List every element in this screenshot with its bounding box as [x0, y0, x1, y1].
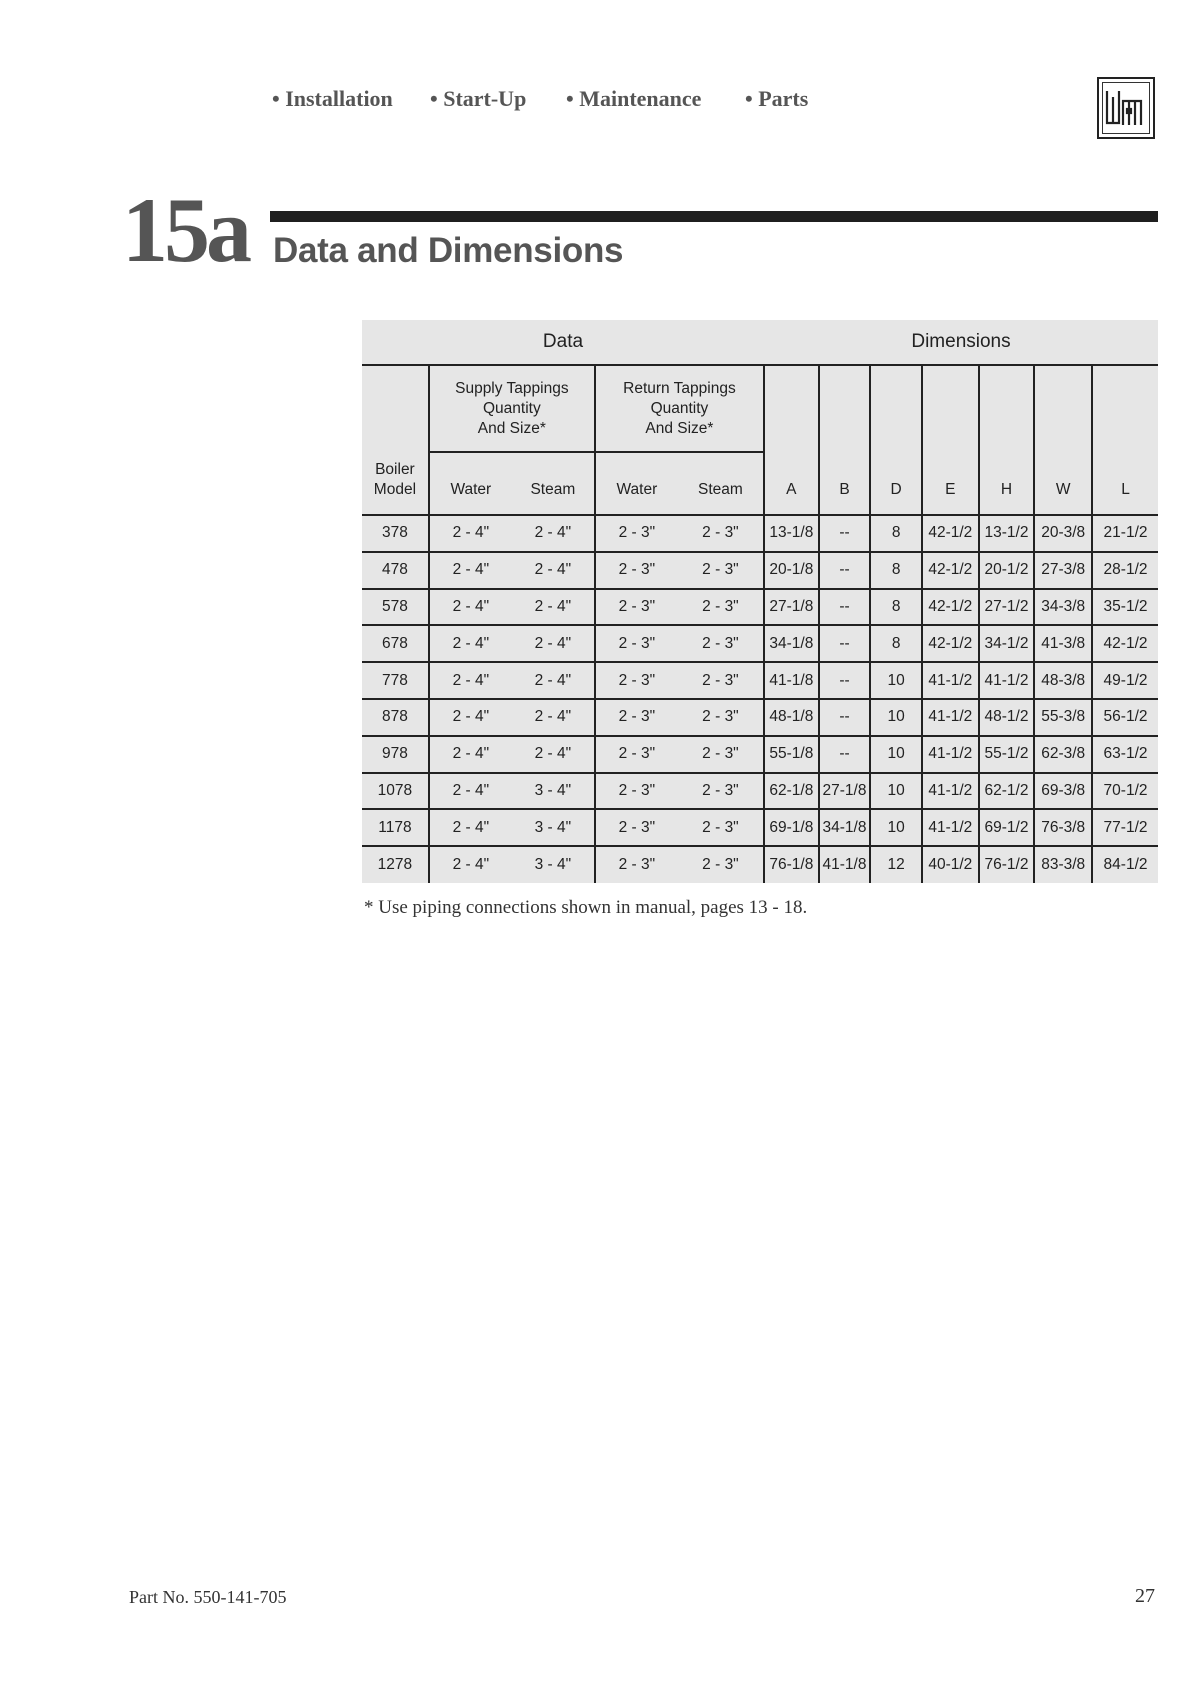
col-header-d: D: [870, 365, 922, 515]
table-row: [362, 552, 1158, 589]
table-row: [362, 625, 1158, 662]
col-header-e: E: [922, 365, 979, 515]
cell-h: 20-1/2: [979, 552, 1035, 589]
cell-return-water: 2 - 3": [595, 662, 678, 699]
col-header-return-steam: Steam: [698, 481, 743, 498]
cell-model: 978: [362, 736, 429, 773]
cell-l: 84-1/2: [1092, 846, 1158, 883]
cell-b: 41-1/8: [819, 846, 871, 883]
cell-l: 77-1/2: [1092, 809, 1158, 846]
cell-d: 8: [870, 625, 922, 662]
cell-supply-water: 2 - 4": [429, 773, 512, 810]
cell-b: 27-1/8: [819, 773, 871, 810]
table-row: [362, 773, 1158, 810]
cell-supply-steam: 3 - 4": [512, 773, 595, 810]
cell-b: 34-1/8: [819, 809, 871, 846]
cell-supply-water: 2 - 4": [429, 662, 512, 699]
cell-model: 1278: [362, 846, 429, 883]
cell-w: 48-3/8: [1034, 662, 1092, 699]
cell-supply-water: 2 - 4": [429, 809, 512, 846]
nav-item-parts: • Parts: [745, 86, 809, 111]
cell-l: 49-1/2: [1092, 662, 1158, 699]
cell-h: 13-1/2: [979, 515, 1035, 552]
cell-supply-steam: 2 - 4": [512, 589, 595, 626]
cell-a: 48-1/8: [764, 699, 819, 736]
cell-supply-steam: 2 - 4": [512, 736, 595, 773]
cell-model: 678: [362, 625, 429, 662]
cell-return-water: 2 - 3": [595, 699, 678, 736]
section-number: 15a: [122, 179, 248, 281]
cell-return-water: 2 - 3": [595, 625, 678, 662]
wm-logo-icon: [1097, 77, 1155, 139]
page-number: 27: [1135, 1585, 1155, 1607]
cell-return-steam: 2 - 3": [678, 589, 764, 626]
cell-b: --: [819, 699, 871, 736]
cell-model: 578: [362, 589, 429, 626]
cell-e: 41-1/2: [922, 699, 979, 736]
cell-supply-water: 2 - 4": [429, 846, 512, 883]
cell-supply-steam: 3 - 4": [512, 846, 595, 883]
cell-w: 27-3/8: [1034, 552, 1092, 589]
part-number: Part No. 550-141-705: [129, 1587, 287, 1607]
cell-e: 41-1/2: [922, 736, 979, 773]
cell-h: 62-1/2: [979, 773, 1035, 810]
cell-e: 40-1/2: [922, 846, 979, 883]
cell-l: 28-1/2: [1092, 552, 1158, 589]
cell-model: 1078: [362, 773, 429, 810]
cell-l: 21-1/2: [1092, 515, 1158, 552]
cell-return-water: 2 - 3": [595, 736, 678, 773]
cell-w: 62-3/8: [1034, 736, 1092, 773]
cell-supply-water: 2 - 4": [429, 736, 512, 773]
cell-e: 42-1/2: [922, 515, 979, 552]
cell-w: 20-3/8: [1034, 515, 1092, 552]
col-header-supply-steam: Steam: [530, 481, 576, 498]
cell-w: 76-3/8: [1034, 809, 1092, 846]
cell-h: 69-1/2: [979, 809, 1035, 846]
cell-d: 10: [870, 699, 922, 736]
cell-return-water: 2 - 3": [595, 846, 678, 883]
cell-l: 70-1/2: [1092, 773, 1158, 810]
section-title: Data and Dimensions: [273, 231, 624, 270]
cell-a: 76-1/8: [764, 846, 819, 883]
cell-a: 41-1/8: [764, 662, 819, 699]
cell-a: 62-1/8: [764, 773, 819, 810]
col-header-supply-tappings: Supply Tappings Quantity And Size*: [429, 365, 595, 452]
cell-return-steam: 2 - 3": [678, 515, 764, 552]
cell-return-steam: 2 - 3": [678, 809, 764, 846]
cell-b: --: [819, 552, 871, 589]
cell-a: 55-1/8: [764, 736, 819, 773]
table-row: [362, 662, 1158, 699]
cell-return-water: 2 - 3": [595, 773, 678, 810]
cell-model: 1178: [362, 809, 429, 846]
table-row: [362, 736, 1158, 773]
cell-b: --: [819, 736, 871, 773]
cell-l: 63-1/2: [1092, 736, 1158, 773]
cell-return-steam: 2 - 3": [678, 625, 764, 662]
cell-a: 27-1/8: [764, 589, 819, 626]
cell-model: 878: [362, 699, 429, 736]
group-header-data: Data: [542, 331, 584, 352]
cell-return-water: 2 - 3": [595, 515, 678, 552]
cell-h: 34-1/2: [979, 625, 1035, 662]
cell-w: 83-3/8: [1034, 846, 1092, 883]
cell-return-steam: 2 - 3": [678, 736, 764, 773]
cell-d: 8: [870, 515, 922, 552]
cell-supply-water: 2 - 4": [429, 552, 512, 589]
table-row: [362, 699, 1158, 736]
cell-supply-steam: 2 - 4": [512, 625, 595, 662]
cell-d: 10: [870, 809, 922, 846]
cell-model: 778: [362, 662, 429, 699]
cell-supply-water: 2 - 4": [429, 625, 512, 662]
cell-supply-steam: 3 - 4": [512, 809, 595, 846]
cell-h: 48-1/2: [979, 699, 1035, 736]
col-header-w: W: [1034, 365, 1092, 515]
cell-h: 76-1/2: [979, 846, 1035, 883]
cell-d: 8: [870, 589, 922, 626]
cell-return-steam: 2 - 3": [678, 552, 764, 589]
cell-model: 378: [362, 515, 429, 552]
nav-item-start-up: • Start-Up: [430, 86, 527, 111]
cell-supply-water: 2 - 4": [429, 589, 512, 626]
col-header-a: A: [764, 365, 819, 515]
cell-e: 42-1/2: [922, 625, 979, 662]
col-header-supply-water: Water: [429, 452, 512, 515]
col-header-l: L: [1092, 365, 1158, 515]
cell-supply-steam: 2 - 4": [512, 699, 595, 736]
table-footnote: * Use piping connections shown in manual, pages 13 - 18.: [364, 897, 808, 918]
cell-e: 41-1/2: [922, 662, 979, 699]
table-row: [362, 515, 1158, 552]
cell-supply-steam: 2 - 4": [512, 552, 595, 589]
col-header-h: H: [979, 365, 1035, 515]
cell-d: 10: [870, 773, 922, 810]
col-header-b: B: [819, 365, 871, 515]
cell-w: 55-3/8: [1034, 699, 1092, 736]
cell-a: 34-1/8: [764, 625, 819, 662]
cell-w: 34-3/8: [1034, 589, 1092, 626]
cell-d: 8: [870, 552, 922, 589]
cell-a: 20-1/8: [764, 552, 819, 589]
nav-item-maintenance: • Maintenance: [566, 86, 702, 111]
cell-b: --: [819, 662, 871, 699]
cell-e: 42-1/2: [922, 589, 979, 626]
cell-a: 69-1/8: [764, 809, 819, 846]
cell-h: 55-1/2: [979, 736, 1035, 773]
cell-return-water: 2 - 3": [595, 589, 678, 626]
cell-return-steam: 2 - 3": [678, 662, 764, 699]
cell-d: 10: [870, 736, 922, 773]
cell-d: 12: [870, 846, 922, 883]
table-row: [362, 589, 1158, 626]
cell-model: 478: [362, 552, 429, 589]
cell-b: --: [819, 625, 871, 662]
group-header-dimensions: Dimensions: [911, 331, 1011, 352]
cell-l: 42-1/2: [1092, 625, 1158, 662]
cell-supply-water: 2 - 4": [429, 699, 512, 736]
cell-d: 10: [870, 662, 922, 699]
cell-l: 56-1/2: [1092, 699, 1158, 736]
cell-return-water: 2 - 3": [595, 809, 678, 846]
cell-l: 35-1/2: [1092, 589, 1158, 626]
cell-a: 13-1/8: [764, 515, 819, 552]
cell-return-steam: 2 - 3": [678, 699, 764, 736]
cell-b: --: [819, 589, 871, 626]
col-header-boiler-model: Boiler Model: [362, 365, 429, 515]
cell-return-steam: 2 - 3": [678, 773, 764, 810]
col-header-return-water: Water: [595, 452, 678, 515]
cell-h: 41-1/2: [979, 662, 1035, 699]
cell-e: 41-1/2: [922, 809, 979, 846]
cell-w: 41-3/8: [1034, 625, 1092, 662]
cell-return-water: 2 - 3": [595, 552, 678, 589]
data-dimensions-table: [362, 320, 1158, 883]
nav-item-installation: • Installation: [272, 86, 393, 111]
table-row: [362, 809, 1158, 846]
cell-h: 27-1/2: [979, 589, 1035, 626]
cell-w: 69-3/8: [1034, 773, 1092, 810]
cell-supply-water: 2 - 4": [429, 515, 512, 552]
col-header-return-tappings: Return Tappings Quantity And Size*: [595, 365, 764, 452]
cell-e: 41-1/2: [922, 773, 979, 810]
cell-b: --: [819, 515, 871, 552]
cell-e: 42-1/2: [922, 552, 979, 589]
cell-return-steam: 2 - 3": [678, 846, 764, 883]
cell-supply-steam: 2 - 4": [512, 515, 595, 552]
table-row: [362, 846, 1158, 883]
cell-supply-steam: 2 - 4": [512, 662, 595, 699]
section-rule: [270, 211, 1158, 222]
